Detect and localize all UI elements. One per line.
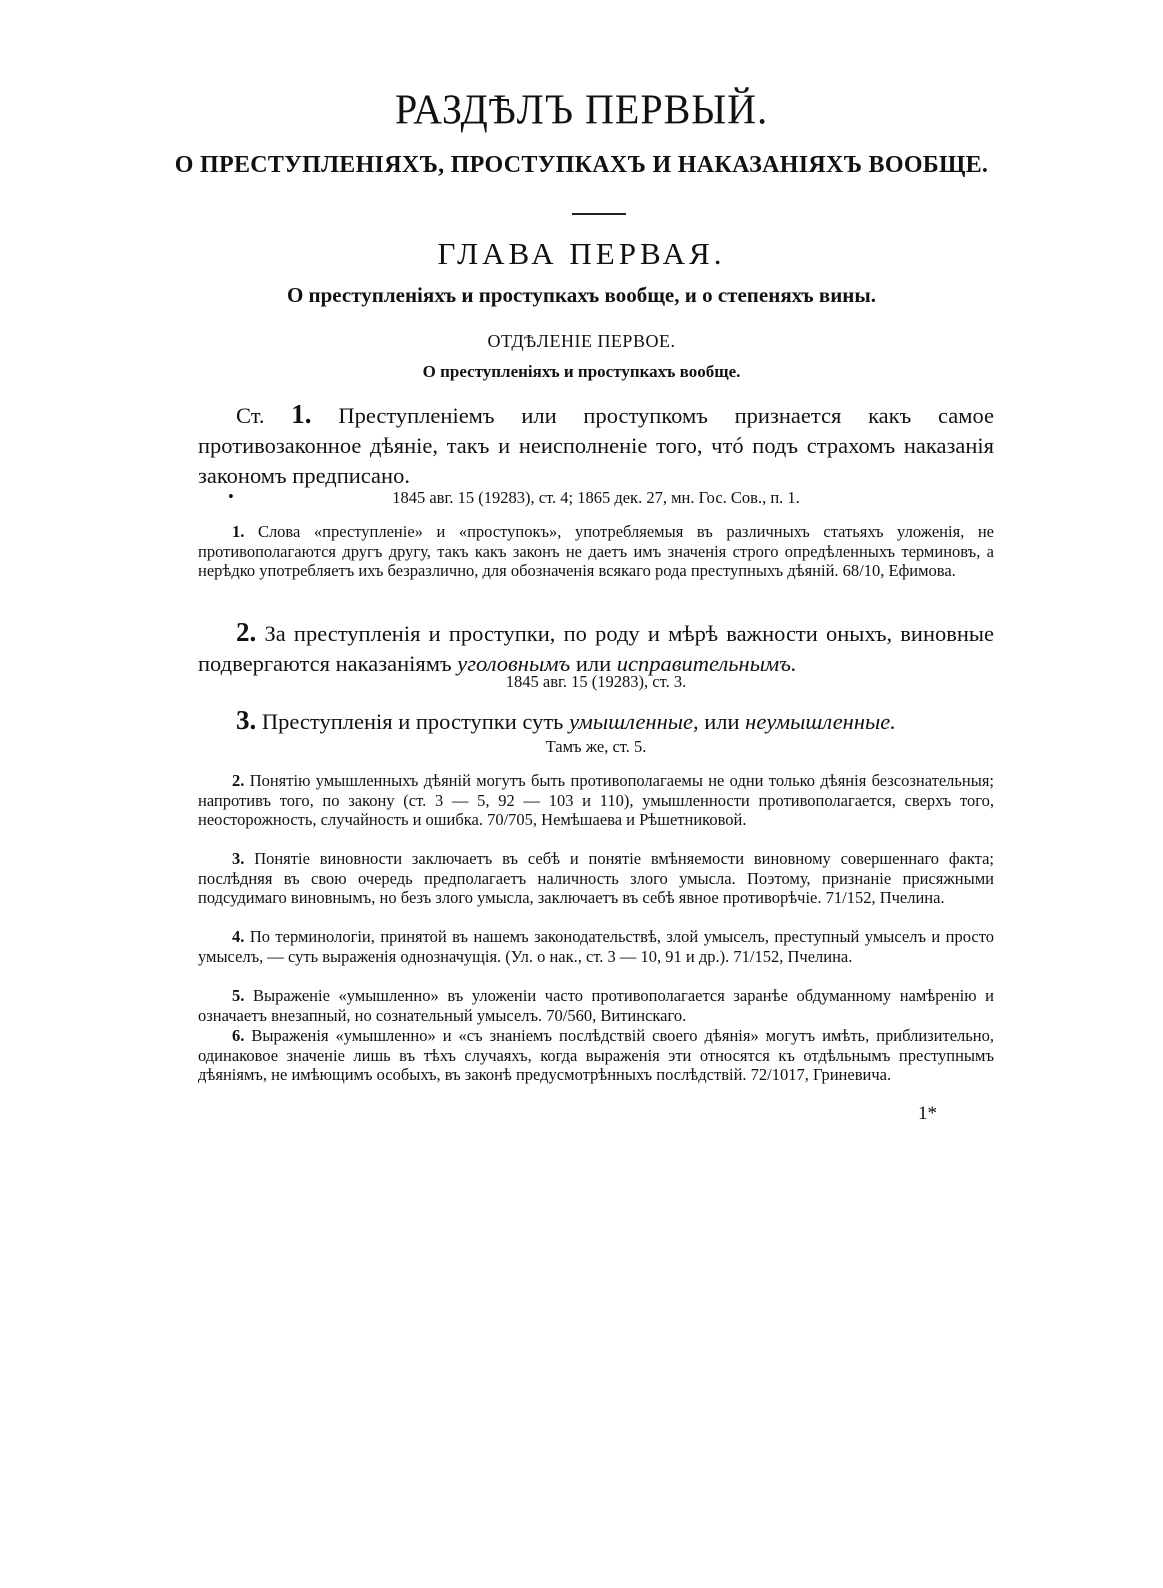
note-4 (198, 927, 994, 966)
note-text: Выраженія «умышленно» и «съ знаніемъ послѣдствій своего дѣянія» могутъ имѣть, приблизительно, одинаковое значеніе лишь въ тѣхъ случаяхъ, когда выраженія эти относятся къ отдѣльнымъ преступнымъ дѣяніямъ, не имѣющимъ особыхъ, въ законѣ предусмотрѣнныхъ послѣдствій. 72/1017, Гриневича. (198, 1026, 994, 1084)
article-text: или (704, 709, 740, 734)
note-number: 1. (232, 522, 245, 541)
article-text: или (575, 651, 612, 676)
chapter-subtitle: О преступленіяхъ и проступкахъ вообще, и о степеняхъ вины. (286, 283, 877, 307)
note-3 (198, 849, 994, 908)
page-signature-mark: 1* (918, 1103, 937, 1124)
division-subtitle: О преступленіяхъ и проступкахъ вообще. (422, 362, 741, 381)
article-1 (198, 399, 994, 491)
article-text: За преступленія и проступки, по роду и мѣрѣ важности оныхъ, виновные подвергаются наказаніямъ (198, 621, 995, 676)
note-text: Понятіе виновности заключаетъ въ себѣ и понятіе вмѣняемости виновному совершеннаго факта; послѣдняя въ свою очередь предполагаетъ наличность злого умысла. Поэтому, признаніе присяжными подсудимаго виновнымъ, но безъ злого умысла, заключаетъ въ себѣ явное противорѣчіе. 71/152, Пчелина. (198, 849, 994, 907)
article-italic-term: умышленные, (569, 709, 699, 734)
note-5 (198, 986, 994, 1025)
article-text: Преступленіемъ или проступкомъ признается какъ самое противозаконное дѣяніе, такъ и неисполненіе того, чтó подъ страхомъ наказанія закономъ предписано. (198, 403, 995, 488)
note-number: 6. (232, 1026, 245, 1045)
article-number: 3. (236, 705, 257, 735)
note-number: 5. (232, 986, 245, 1005)
article-number: 1. (291, 399, 312, 429)
note-number: 4. (232, 927, 245, 946)
article-3 (198, 705, 994, 737)
chapter-title: ГЛАВА ПЕРВАЯ. (437, 236, 726, 271)
section-subtitle: О ПРЕСТУПЛЕНІЯХЪ, ПРОСТУПКАХЪ И НАКАЗАНІЯХЪ ВООБЩЕ. (174, 152, 989, 178)
article-italic-term: исправительнымъ. (616, 651, 797, 676)
article-prefix: Ст. (236, 403, 265, 428)
article-2 (198, 617, 994, 679)
article-italic-term: уголовнымъ (457, 651, 571, 676)
article-text: Преступленія и проступки суть (261, 709, 564, 734)
note-number: 2. (232, 771, 245, 790)
note-text: По терминологіи, принятой въ нашемъ законодательствѣ, злой умыселъ, преступный умыселъ и просто умыселъ, — суть выраженія однозначущія. (Ул. о нак., ст. 3 — 10, 91 и др.). 71/152, Пчелина. (198, 927, 994, 966)
note-text: Понятію умышленныхъ дѣяній могутъ быть противополагаемы не одни только дѣянія безсознательныя; напротивъ того, по закону (ст. 3 — 5, 92 — 103 и 110), умышленности противополагается, сверхъ того, неосторожность, случайность и ошибка. 70/705, Немѣшаева и Рѣшетниковой. (198, 771, 995, 829)
article-italic-term: неумышленные. (745, 709, 896, 734)
division-title: ОТДѢЛЕНІЕ ПЕРВОЕ. (487, 331, 676, 351)
bullet-mark: • (228, 487, 234, 506)
article-3-source: Тамъ же, ст. 5. (545, 737, 647, 756)
article-number: 2. (236, 617, 257, 647)
divider-rule (572, 213, 626, 215)
note-text: Выраженіе «умышленно» въ уложеніи часто противополагается заранѣе обдуманному намѣренію и означаетъ внезапный, но сознательный умыселъ. 70/560, Витинскаго. (198, 986, 994, 1025)
article-2-source: 1845 авг. 15 (19283), ст. 3. (505, 672, 687, 691)
source-text: 1845 авг. 15 (19283), ст. 4; 1865 дек. 27, мн. Гос. Сов., п. 1. (392, 488, 800, 507)
article-1-source (198, 488, 994, 508)
note-2 (198, 771, 994, 830)
note-6 (198, 1026, 994, 1085)
note-text: Слова «преступленіе» и «проступокъ», употребляемыя въ различныхъ статьяхъ уложенія, не противополагаются другъ другу, такъ какъ законъ не даетъ имъ значенія строго опредѣленныхъ терминовъ, а нерѣдко употребляетъ ихъ безразлично, для обозначенія всякаго рода преступныхъ дѣяній. 68/10, Ефимова. (198, 522, 995, 580)
note-number: 3. (232, 849, 245, 868)
note-1 (198, 522, 994, 581)
section-title: РАЗДѢЛЪ ПЕРВЫЙ. (394, 85, 769, 134)
